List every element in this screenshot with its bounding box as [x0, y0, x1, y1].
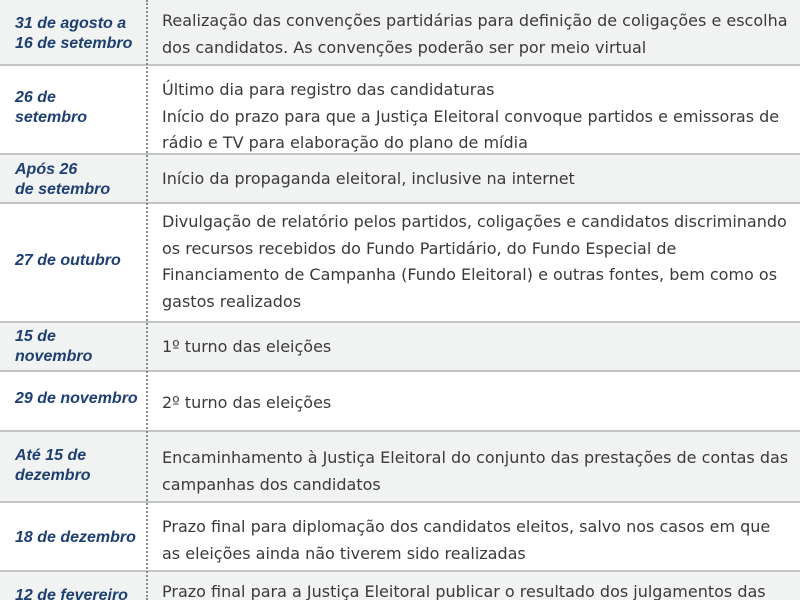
- row-date: 27 de outubro: [15, 252, 121, 269]
- row-date: 26 de setembro: [15, 89, 88, 126]
- row-description: [162, 514, 792, 567]
- calendar-row-9: [0, 572, 800, 600]
- calendar-row-4: [0, 204, 800, 323]
- description-line: Prazo final para diplomação dos candidatos eleitos, salvo nos casos em que as eleições ainda não tiverem sido realizadas: [162, 517, 771, 563]
- row-description: [162, 8, 792, 61]
- row-description: [162, 77, 792, 157]
- row-date: 15 de novembro: [15, 328, 93, 365]
- calendar-row-2: [0, 66, 800, 155]
- row-description: [162, 334, 792, 361]
- description-line: Início da propaganda eleitoral, inclusive na internet: [162, 169, 575, 188]
- description-line: Encaminhamento à Justiça Eleitoral do conjunto das prestações de contas das campanhas dos candidatos: [162, 448, 789, 494]
- row-date: 12 de fevereiro: [15, 587, 128, 600]
- calendar-row-6: [0, 372, 800, 432]
- calendar-row-7: [0, 432, 800, 503]
- row-description: [162, 209, 792, 315]
- row-date: 31 de agosto a 16 de setembro: [15, 15, 133, 52]
- calendar-row-3: [0, 155, 800, 204]
- description-line: 1º turno das eleições: [162, 337, 332, 356]
- row-date: Após 26 de setembro: [15, 161, 111, 198]
- calendar-row-5: [0, 323, 800, 372]
- description-line: Último dia para registro das candidaturas: [162, 80, 495, 99]
- row-description: [162, 390, 792, 417]
- description-line: Realização das convenções partidárias para definição de coligações e escolha dos candidatos. As convenções poderão ser por meio virtual: [162, 11, 788, 57]
- row-description: [162, 166, 792, 193]
- row-description: [162, 445, 792, 498]
- description-line: Prazo final para a Justiça Eleitoral publicar o resultado dos julgamentos das: [162, 582, 766, 600]
- description-line: Divulgação de relatório pelos partidos, coligações e candidatos discriminando os recursos recebidos do Fundo Partidário, do Fundo Especial de Financiamento de Campanha (Fundo Eleitoral) e outras fontes, bem como os gastos realizados: [162, 212, 787, 311]
- calendar-row-1: [0, 0, 800, 66]
- calendar-row-8: [0, 503, 800, 572]
- row-date: 29 de novembro: [15, 390, 138, 407]
- row-date: Até 15 de dezembro: [15, 447, 91, 484]
- row-description: [162, 579, 792, 600]
- description-line: Início do prazo para que a Justiça Eleitoral convoque partidos e emissoras de rádio e TV para elaboração do plano de mídia: [162, 106, 780, 152]
- row-date: 18 de dezembro: [15, 529, 136, 546]
- description-line: 2º turno das eleições: [162, 393, 332, 412]
- column-divider: [146, 0, 148, 600]
